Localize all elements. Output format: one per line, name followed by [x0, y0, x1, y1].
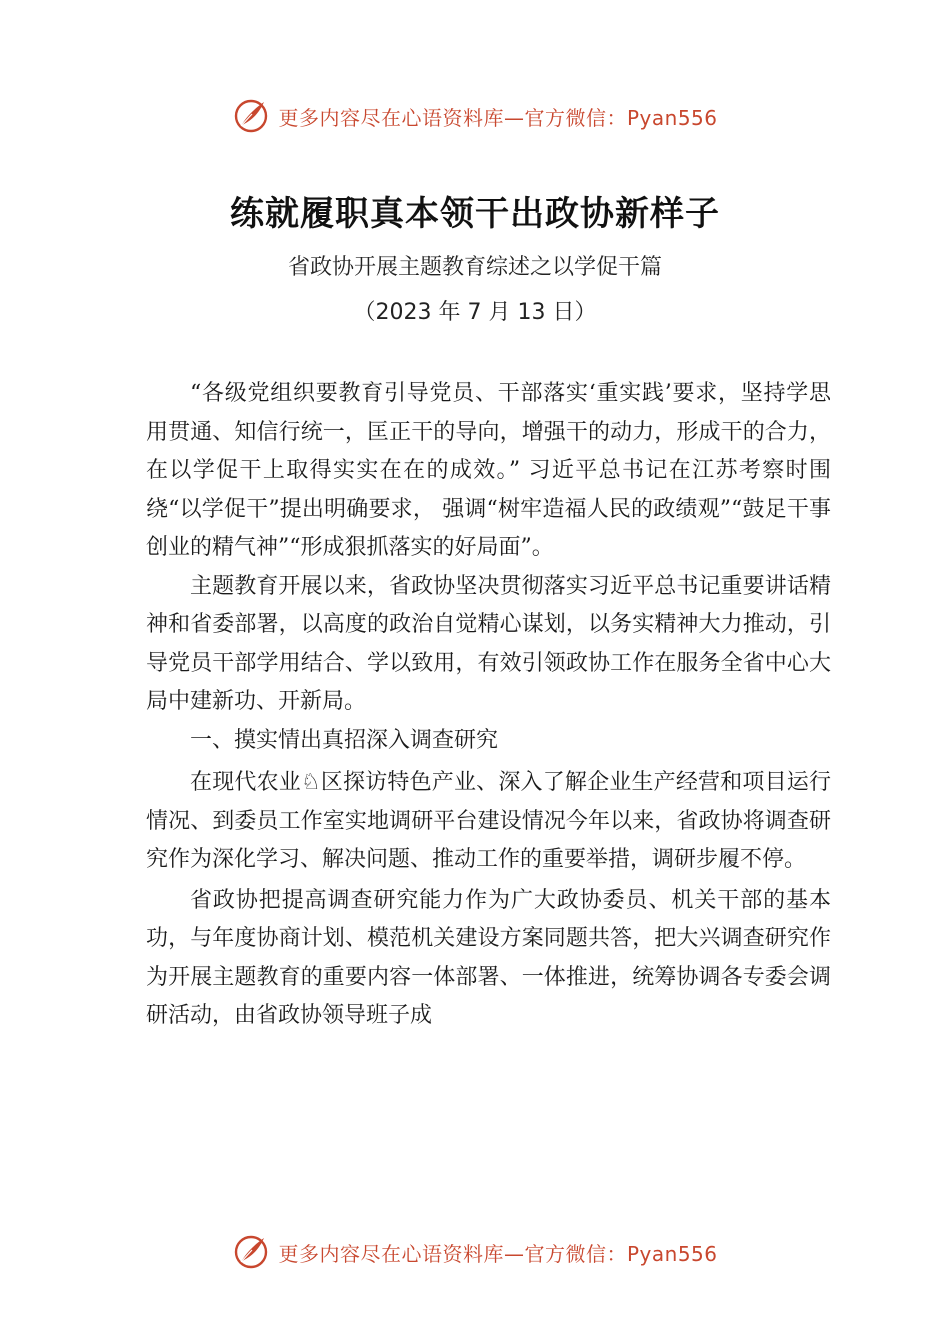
paragraph: “各级党组织要教育引导党员、干部落实‘重实践’要求，坚持学思用贯通、知信行统一，匡正干的导向，增强干的动力，形成干的合力，在以学促干上取得实实在在的成效。” 习近平总书记在江苏考察时围绕“以学促干”提出明确要求， 强调“树牢造福人民的政绩观”“鼓足干事创业的精气神”“形成狠抓落实的好局面”。 [146, 381, 831, 560]
paragraph: 主题教育开展以来，省政协坚决贯彻落实习近平总书记重要讲话精神和省委部署，以高度的政治自觉精心谋划，以务实精神大力推动，引导党员干部学用结合、学以致用，有效引领政协工作在服务全省中心大局中建新功、开新局。 [146, 573, 831, 714]
banner-text [278, 1238, 717, 1267]
banner-label: 更多内容尽在心语资料库—官方微信： [278, 1241, 627, 1266]
paragraph: 在现代农业♘区探访特色产业、深入了解企业生产经营和项目运行情况、到委员工作室实地调研平台建设情况今年以来，省政协将调查研究作为深化学习、解决问题、推动工作的重要举措，调研步履不停。 [146, 770, 831, 872]
quill-logo-icon [232, 1233, 270, 1271]
document-subtitle: 省政协开展主题教育综述之以学促干篇 [287, 255, 662, 280]
banner-text [278, 102, 717, 131]
banner-label: 更多内容尽在心语资料库—官方微信： [278, 105, 627, 130]
document-body [146, 375, 831, 1036]
section-heading: 一、摸实情出真招深入调查研究 [190, 727, 499, 753]
quill-logo-icon [232, 97, 270, 135]
banner-wechat-id: Pyan556 [626, 1241, 718, 1266]
paragraph: 省政协把提高调查研究能力作为广大政协委员、机关干部的基本功，与年度协商计划、模范机关建设方案同题共答，把大兴调查研究作为开展主题教育的重要内容一体部署、一体推进，统筹协调各专委会调研活动，由省政协领导班子成 [146, 887, 831, 1028]
header-watermark-banner [0, 94, 950, 138]
document-date: （2023 年 7 月 13 日） [353, 300, 597, 325]
banner-wechat-id: Pyan556 [626, 105, 718, 130]
document-title: 练就履职真本领干出政协新样子 [230, 194, 720, 234]
footer-watermark-banner [0, 1230, 950, 1274]
